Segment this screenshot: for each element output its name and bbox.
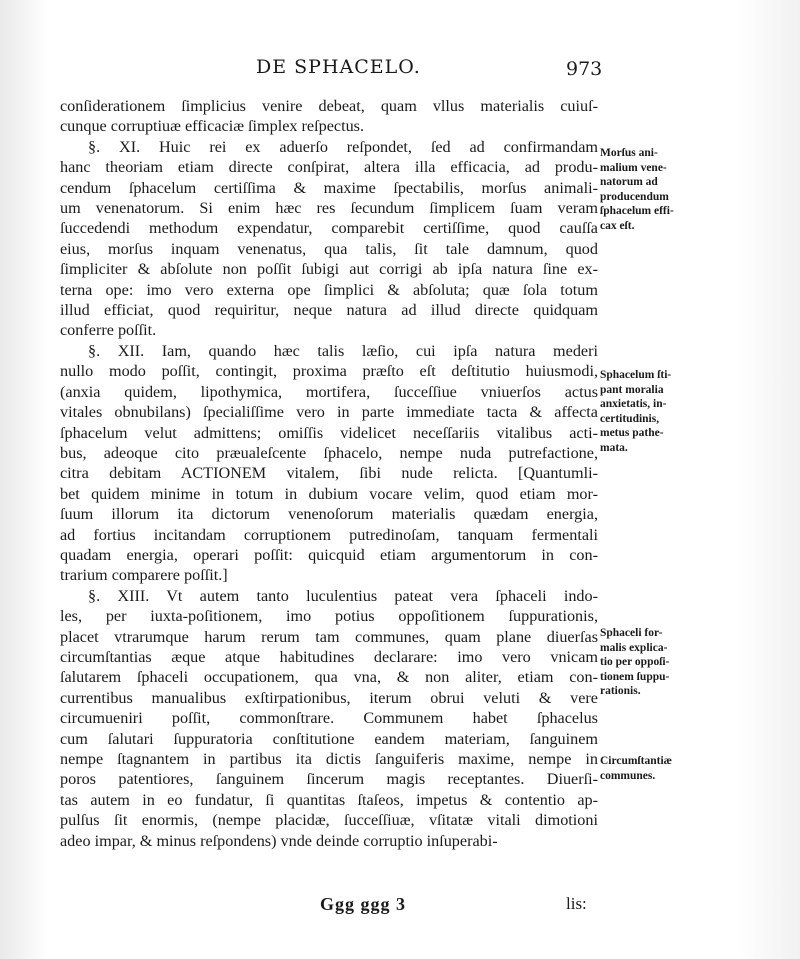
marginal-note-line: Sphaceli for-: [600, 627, 663, 639]
running-header: [0, 56, 800, 86]
text-line: (anxia quidem, lipothymica, mortifera, ſucceſſiue vniuerſos actus: [60, 382, 598, 401]
marginal-note-line: natorum ad: [600, 176, 658, 188]
marginal-note-line: anxietatis, in-: [600, 398, 667, 410]
text-line: poros patentiores, ſanguinem ſincerum magis receptantes. Diuerſi-: [60, 770, 598, 789]
text-line: les, per iuxta-poſitionem, imo potius oppoſitionem ſuppurationis,: [60, 607, 598, 626]
marginal-note-line: rationis.: [600, 685, 641, 697]
text-line: §. XI. Huic rei ex aduerſo reſpondet, ſed ad confirmandam: [88, 137, 598, 156]
text-line: conſiderationem ſimplicius venire debeat, quam vllus materialis cuiuſ-: [60, 97, 598, 115]
marginal-note-line: pant moralia: [600, 383, 664, 396]
page-number: 973: [566, 58, 603, 80]
marginal-note-line: ſphacelum effi-: [600, 205, 674, 217]
signature-mark: Ggg ggg 3: [320, 894, 407, 914]
marginal-note-line: certitudinis,: [600, 412, 660, 425]
text-line: eius, morſus inquam venenatus, qua talis, ſit tale damnum, quod: [60, 239, 598, 258]
text-line: circumueniri poſſit, commonſtrare. Communem habet ſphacelus: [60, 709, 598, 728]
text-line: bus, adeoque cito præualeſcente ſphacelo, nempe nuda putrefactione,: [60, 443, 598, 462]
text-line: bet quidem minime in totum in dubium vocare velim, quod etiam mor-: [60, 484, 598, 503]
text-line: nempe ſtagnantem in partibus ita dictis ſanguiferis maxime, nempe in: [60, 750, 598, 768]
text-line: illud efficiat, quod requiritur, neque natura ad illud directe quidquam: [60, 301, 598, 320]
marginal-note-line: Morſus ani-: [600, 147, 658, 159]
marginal-note-line: communes.: [600, 769, 656, 782]
text-line: vitales obnubilans) ſpecialiſſime vero in parte immediate tacta & affecta: [60, 403, 598, 422]
text-line: cunque corruptiuæ efficaciæ ſimplex reſpectus.: [60, 117, 365, 136]
marginal-note-line: tionem ſuppu-: [600, 670, 670, 683]
catchword: lis:: [566, 894, 587, 913]
text-line: hanc theoriam etiam directe conſpirat, altera illa efficacia, ad produ-: [60, 158, 598, 177]
marginal-note-line: mata.: [600, 441, 628, 454]
text-line: currentibus manualibus exſtirpationibus, iterum obrui veluti & vere: [60, 688, 598, 707]
text-line: trarium comparere poſſit.]: [60, 566, 228, 585]
marginal-note-line: tio per oppoſi-: [600, 656, 670, 668]
text-line: um venenatorum. Si enim hæc res ſecundum ſimplicem ſuam veram: [60, 199, 598, 218]
text-line: ſuum illorum ita dictorum venenoſorum materialis quædam energia,: [60, 505, 598, 524]
main-text-block: [60, 96, 598, 851]
marginal-note-sphaceli-formalis: [600, 626, 704, 699]
marginal-note-line: metus pathe-: [600, 427, 664, 439]
marginal-note-line: cax eſt.: [600, 219, 635, 232]
text-line: cum ſalutari ſuppuratoria conſtitutione eandem materiam, ſanguinem: [60, 729, 598, 748]
marginal-note-line: malis explica-: [600, 641, 668, 654]
text-line: tas autem in eo fundatur, ſi quantitas ſtaſeos, impetus & contentio ap-: [60, 790, 598, 809]
text-line: adeo impar, & minus reſpondens) vnde deinde corruptio inſuperabi-: [60, 831, 498, 850]
text-line: conferre poſſit.: [60, 321, 157, 340]
text-line: placet vtrarumque harum rerum tam communes, quam plane diuerſas: [60, 627, 598, 646]
text-line: circumſtantias æque atque habitudines declarare: imo vero vnicam: [60, 647, 598, 666]
marginal-note-line: Sphacelum ſti-: [600, 369, 672, 381]
text-line: ſalutarem ſphaceli occupationem, qua vna, & non aliter, etiam con-: [60, 668, 598, 687]
text-line: ſuccedendi methodum expendatur, comparebit certiſſime, quod cauſſa: [60, 219, 598, 238]
running-title: DE SPHACELO.: [256, 56, 421, 78]
marginal-note-circumstantiae: [600, 754, 704, 783]
text-line: ad fortius incitandam corruptionem putredinoſam, tanquam fermentali: [60, 525, 598, 544]
text-line: terna ope: imo vero externa ope ſimplici & abſoluta; quæ ſola totum: [60, 280, 598, 299]
text-line: quadam energia, operari poſſit: quicquid etiam argumentorum in con-: [60, 545, 598, 564]
text-line: ſimpliciter & abſolute non poſſit ſubigi aut corrigi ab ipſa natura ſine ex-: [60, 260, 598, 279]
marginal-note-line: malium vene-: [600, 161, 667, 174]
marginal-note-line: producendum: [600, 190, 669, 203]
text-line: nullo modo poſſit, contingit, proxima præſto eſt deſtitutio huiusmodi,: [60, 362, 598, 381]
text-line: pulſus ſit enormis, (nempe placidæ, ſucceſſiuæ, vſitatæ vitali dimotioni: [60, 811, 598, 830]
marginal-note-morsus: [600, 146, 704, 233]
page-footer: [0, 894, 800, 920]
marginal-note-line: Circumſtantiæ: [600, 755, 672, 767]
text-line: §. XIII. Vt autem tanto luculentius pateat vera ſphaceli indo-: [88, 586, 598, 605]
marginal-note-sphacelum: [600, 368, 704, 455]
text-line: cendum ſphacelum certiſſima & maxime ſpectabilis, morſus animali-: [60, 178, 598, 197]
text-line: §. XII. Iam, quando hæc talis læſio, cui ipſa natura mederi: [88, 341, 598, 360]
text-line: ſphacelum velut admittens; omiſſis videlicet neceſſariis vitalibus acti-: [60, 423, 598, 442]
text-line: citra debitam ACTIONEM vitalem, ſibi nude relicta. [Quantumli-: [60, 464, 598, 483]
